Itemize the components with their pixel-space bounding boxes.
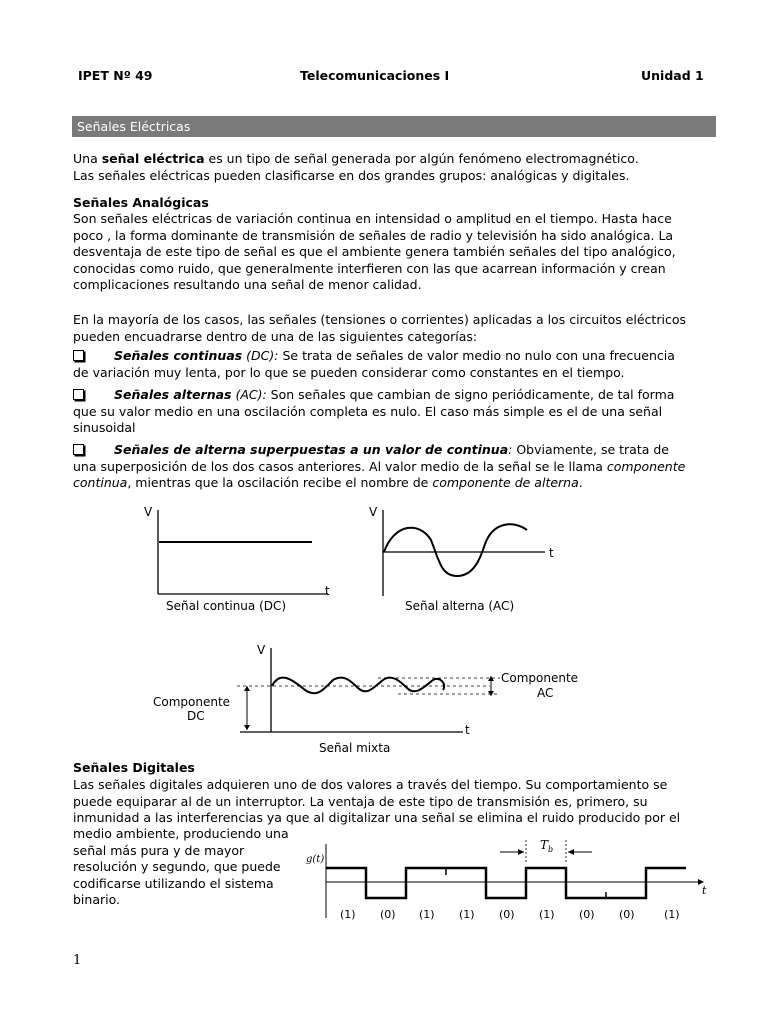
category-ac: [73, 387, 723, 437]
mixed-signal-curve: [272, 678, 444, 694]
digital-signal-wave: [326, 868, 686, 898]
tb-label: [540, 838, 553, 854]
bit-label: (0): [380, 908, 396, 921]
tb-label-sub: b: [548, 845, 554, 854]
digital-title: Señales Digitales: [73, 760, 195, 775]
dc-caption: Señal continua (DC): [166, 599, 287, 613]
cat-dc-abbr: (DC):: [242, 348, 279, 363]
bit-label: (1): [419, 908, 435, 921]
cat-mixed-italic: componente de alterna: [432, 475, 579, 490]
intro-pre: Una: [73, 151, 102, 166]
bit-label: (0): [579, 908, 595, 921]
digital-line: puede equiparar al de un interruptor. La ventaja de este tipo de transmisión es, primero, su: [73, 793, 648, 809]
cat-ac-text: Son señales que cambian de signo periódicamente, de tal forma: [266, 387, 675, 402]
digital-line: Las señales digitales adquieren uno de dos valores a través del tiempo. Su comportamiento se: [73, 777, 668, 792]
ac-v-label: V: [369, 505, 378, 519]
comp-dc-label-1: Componente: [153, 695, 231, 709]
cat-ac-title: Señales alternas: [114, 387, 232, 402]
intro-bold: señal eléctrica: [101, 151, 205, 166]
category-mixed: [73, 442, 723, 492]
mixed-signal-figure: [145, 640, 605, 760]
analog-line: complicaciones resultando una señal de menor calidad.: [73, 277, 422, 292]
arrow-right-icon: [518, 849, 524, 855]
cat-mixed-italic: componente: [606, 458, 686, 474]
cat-mixed-line: .: [578, 475, 583, 490]
section-title-bar: Señales Eléctricas: [72, 116, 716, 137]
digital-line: binario.: [73, 892, 121, 907]
bit-label: (0): [619, 908, 635, 921]
mixed-t-label: t: [465, 723, 470, 737]
dc-signal-figure: [140, 500, 340, 620]
cat-mixed-italic: continua: [73, 475, 128, 490]
checkbox-icon: [73, 444, 84, 455]
bit-label: (1): [340, 908, 356, 921]
cat-ac-abbr: (AC):: [231, 387, 267, 402]
cat-dc-text: Se trata de señales de valor medio no nulo con una frecuencia: [278, 348, 675, 363]
dc-t-label: t: [325, 584, 330, 598]
ac-caption: Señal alterna (AC): [405, 599, 515, 613]
digital-signal-figure: [300, 832, 720, 924]
digital-paragraph-narrow: [73, 826, 313, 909]
categories-intro: [73, 312, 723, 345]
intro-post: es un tipo de señal generada por algún fenómeno electromagnético.: [204, 151, 639, 166]
cat-dc-title: Señales continuas: [114, 348, 243, 363]
cat-mixed-line: una superposición de los dos casos anteriores. Al valor medio de la señal se le llama: [73, 458, 607, 474]
ac-signal-figure: [365, 500, 570, 620]
arrow-down-icon: [488, 691, 494, 696]
digital-paragraph: [73, 777, 723, 827]
cat-intro-line: En la mayoría de los casos, las señales (tensiones o corrientes) aplicadas a los circuitos eléctricos: [73, 312, 686, 327]
intro-paragraph: [73, 151, 723, 184]
mixed-caption: Señal mixta: [319, 741, 391, 755]
cat-intro-line: pueden encuadrarse dentro de una de las siguientes categorías:: [73, 328, 478, 344]
category-dc: [73, 348, 723, 381]
cat-mixed-text: Obviamente, se trata de: [512, 442, 669, 457]
digital-line: medio ambiente, produciendo una: [73, 826, 289, 841]
comp-ac-label-2: AC: [537, 686, 554, 700]
cat-mixed-title: Señales de alterna superpuestas a un valor de continua: [114, 442, 509, 457]
digital-line: resolución y segundo, que puede: [73, 859, 281, 874]
cat-mixed-abbr: :: [508, 442, 513, 457]
bit-label: (1): [539, 908, 555, 921]
bit-label: (1): [664, 908, 680, 921]
analog-line: Son señales eléctricas de variación continua en intensidad o amplitud en el tiempo. Hasta hace: [73, 211, 672, 226]
digital-line: codificarse utilizando el sistema: [73, 875, 274, 891]
cat-ac-line: sinusoidal: [73, 420, 136, 435]
analog-line: desventaja de este tipo de señal es que el ambiente genera también señales del tipo analógico,: [73, 244, 676, 259]
cat-dc-line: de variación muy lenta, por lo que se pueden considerar como constantes en el tiempo.: [73, 364, 625, 380]
bit-label: (1): [459, 908, 475, 921]
digital-t-label: t: [702, 884, 707, 897]
analog-paragraph: [73, 211, 723, 294]
bit-label: (0): [499, 908, 515, 921]
mixed-v-label: V: [257, 643, 266, 657]
arrow-down-icon: [244, 725, 250, 730]
ac-signal-curve: [384, 524, 527, 576]
analog-line: conocidas como ruido, que generalmente interfieren con las que acarrean información y crean: [73, 260, 666, 276]
digital-line: inmunidad a las interferencias ya que al digitalizar una señal se elimina el ruido producido por el: [73, 810, 681, 825]
analog-line: poco , la forma dominante de transmisión de señales de radio y televisión ha sido analógica. La: [73, 227, 674, 243]
analog-title: Señales Analógicas: [73, 195, 209, 210]
g-label: g(t): [306, 854, 325, 865]
comp-ac-label-1: Componente: [501, 671, 579, 685]
header-school: IPET Nº 49: [78, 68, 153, 83]
checkbox-icon: [73, 350, 84, 361]
bit-labels: [340, 908, 680, 921]
page-number: 1: [73, 953, 82, 968]
checkbox-icon: [73, 389, 84, 400]
ac-t-label: t: [549, 546, 554, 560]
arrow-up-icon: [488, 676, 494, 681]
cat-ac-line: que su valor medio en una oscilación completa es nulo. El caso más simple es el de una señal: [73, 403, 663, 419]
arrow-up-icon: [244, 686, 250, 691]
intro-line2: Las señales eléctricas pueden clasificarse en dos grandes grupos: analógicas y digitales.: [73, 167, 630, 183]
dc-v-label: V: [144, 505, 153, 519]
header-unit: Unidad 1: [641, 68, 704, 83]
header-course: Telecomunicaciones I: [300, 68, 450, 83]
digital-line: señal más pura y de mayor: [73, 842, 245, 858]
tb-label-main: T: [540, 838, 549, 852]
arrow-left-icon: [568, 849, 574, 855]
comp-dc-label-2: DC: [187, 709, 205, 723]
cat-mixed-line: , mientras que la oscilación recibe el nombre de: [127, 475, 433, 490]
